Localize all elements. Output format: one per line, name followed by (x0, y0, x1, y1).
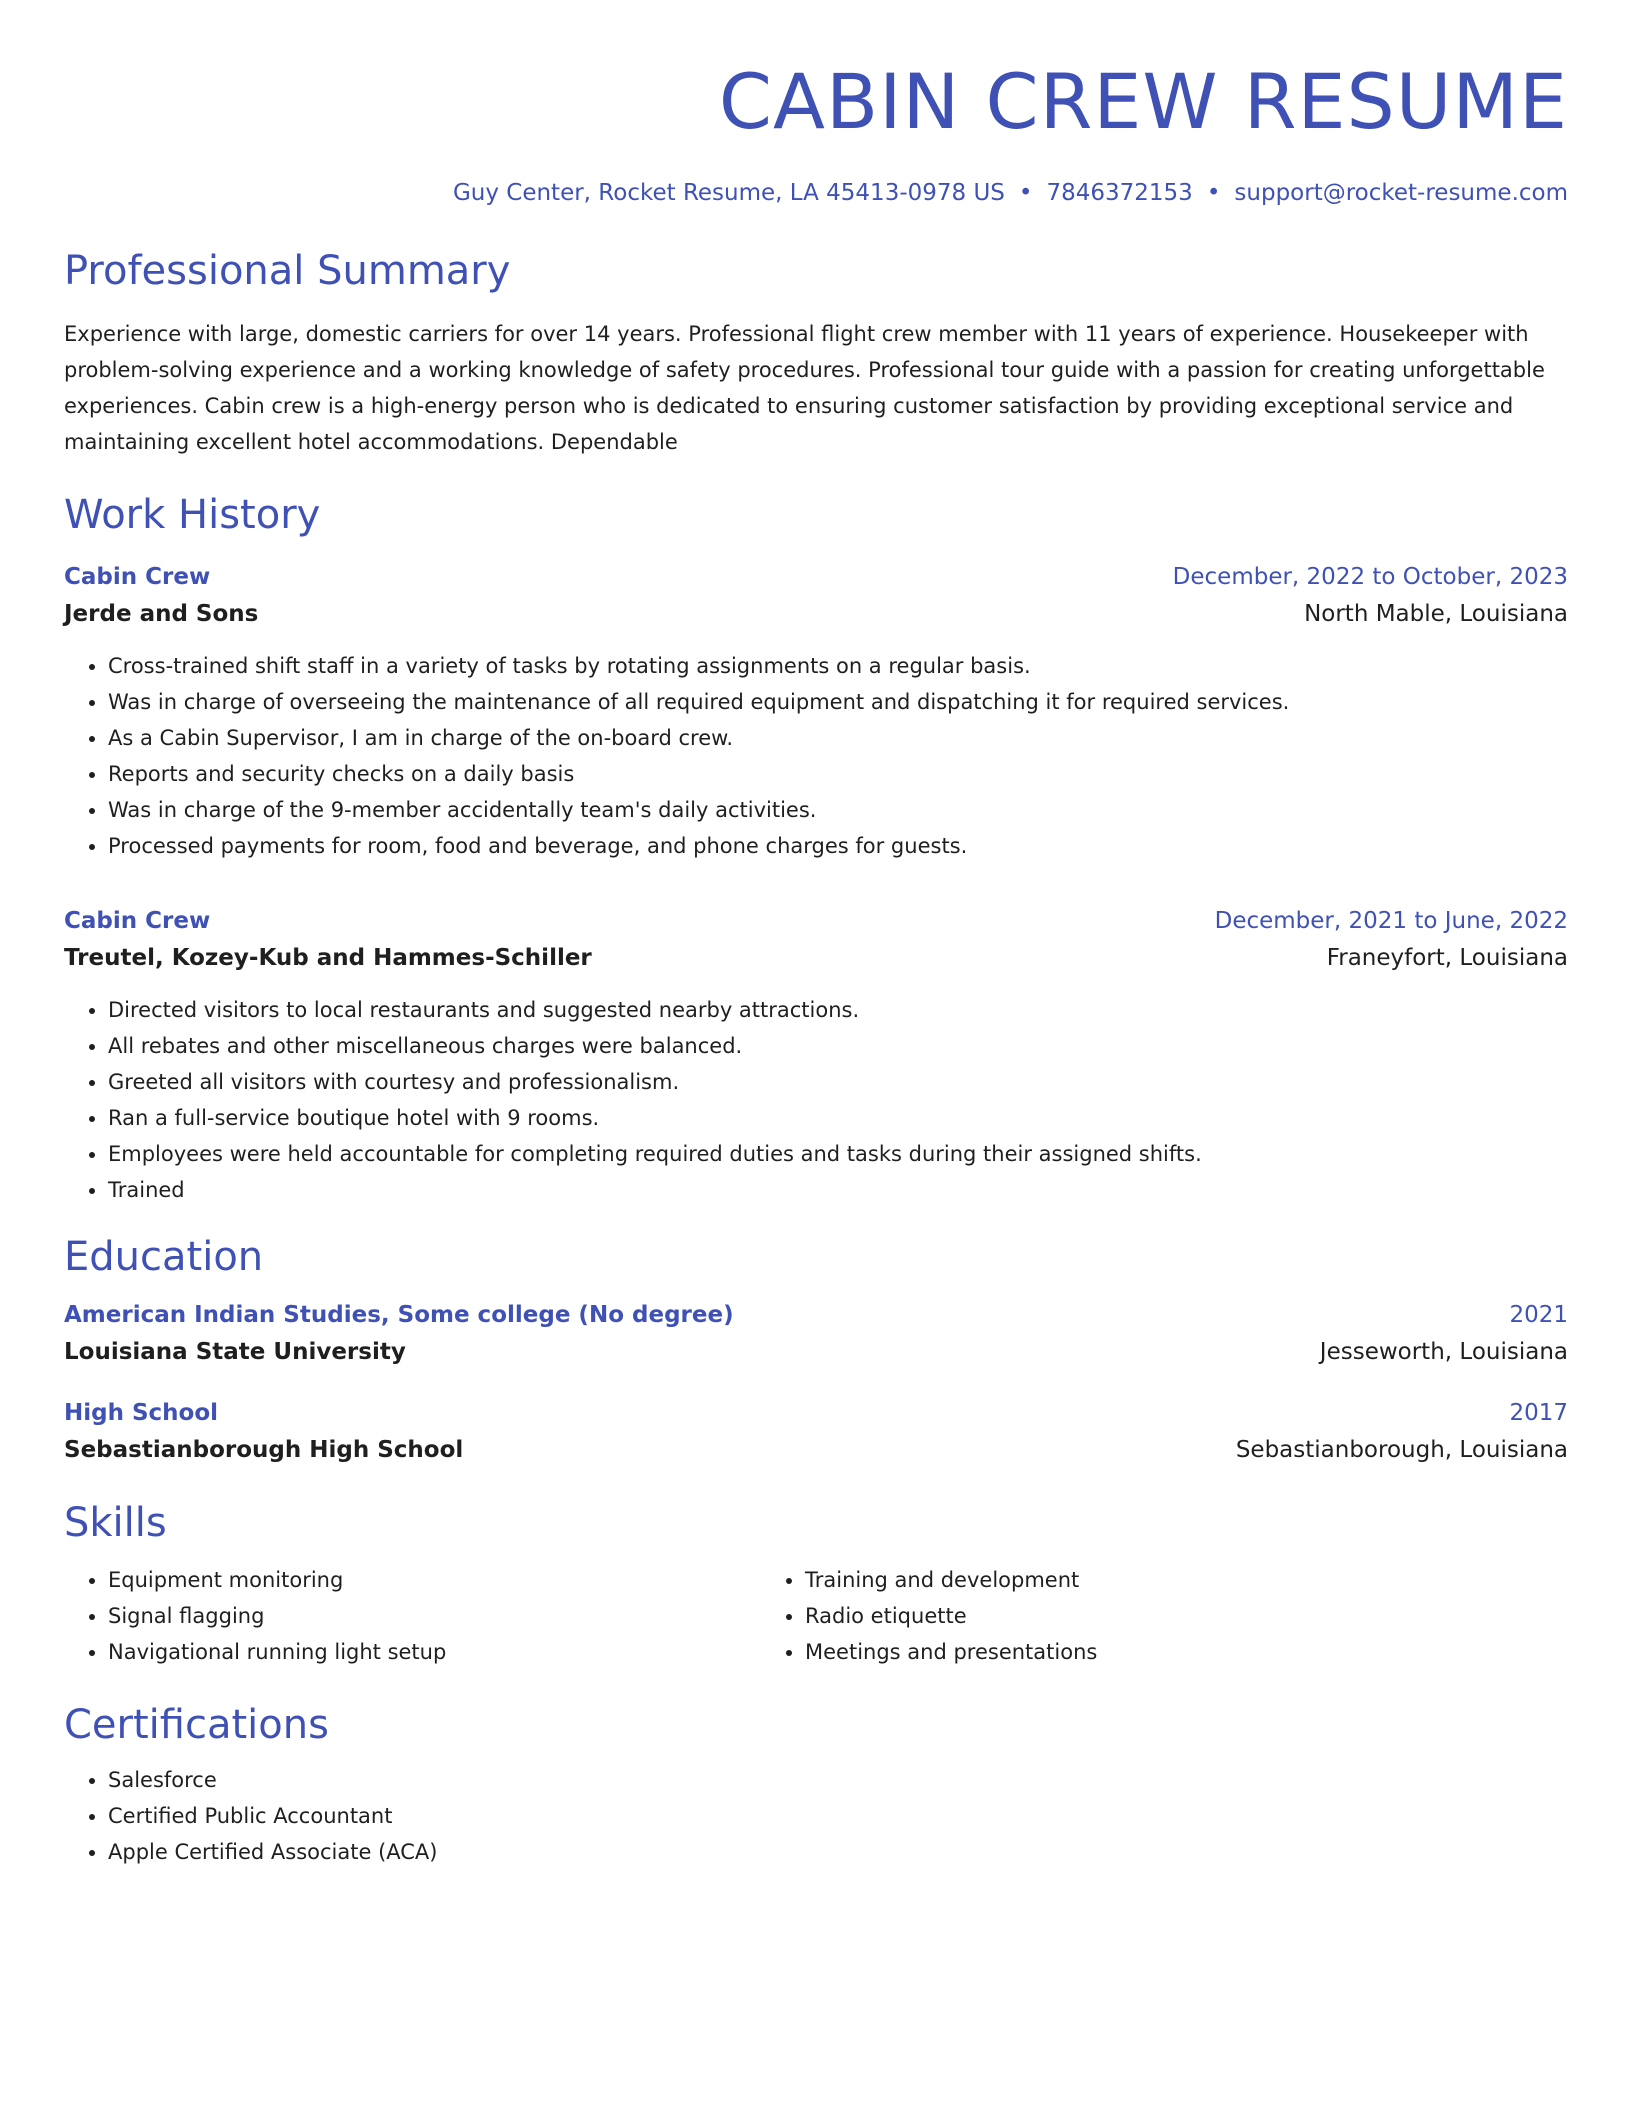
list-item: • Directed visitors to local restaurants and suggested nearby attractions. (108, 992, 1568, 1028)
list-item: • Trained (108, 1172, 1568, 1208)
list-item: • Navigational running light setup (108, 1634, 761, 1670)
work-history-section (64, 490, 1568, 1208)
list-item: • Radio etiquette (805, 1598, 1458, 1634)
list-item: • Training and development (805, 1562, 1458, 1598)
skills-columns (64, 1562, 1568, 1670)
list-item: • Was in charge of overseeing the maintenance of all required equipment and dispatching it for required services. (108, 684, 1568, 720)
job-location: Franeyfort, Louisiana (1326, 945, 1568, 971)
education-location: Jesseworth, Louisiana (1319, 1339, 1568, 1365)
job-dates: December, 2022 to October, 2023 (1172, 564, 1568, 590)
education-degree: American Indian Studies, Some college (No degree) (64, 1302, 734, 1328)
certifications-list (64, 1762, 1568, 1870)
contact-phone: 7846372153 (1046, 180, 1193, 206)
education-year: 2017 (1509, 1400, 1568, 1426)
job-header (64, 560, 1568, 594)
list-item: • Meetings and presentations (805, 1634, 1458, 1670)
list-item: • Certified Public Accountant (108, 1798, 1568, 1834)
job-header (64, 904, 1568, 938)
work-history-heading: Work History (64, 492, 321, 538)
summary-section (64, 246, 1568, 460)
summary-heading: Professional Summary (64, 248, 511, 294)
education-heading: Education (64, 1234, 264, 1280)
job-company: Jerde and Sons (64, 601, 259, 627)
contact-line (64, 178, 1568, 208)
education-school: Sebastianborough High School (64, 1437, 464, 1463)
skills-list-right (761, 1562, 1458, 1670)
job-company: Treutel, Kozey-Kub and Hammes-Schiller (64, 945, 592, 971)
education-school: Louisiana State University (64, 1339, 406, 1365)
list-item: • Ran a full-service boutique hotel with 9 rooms. (108, 1100, 1568, 1136)
contact-email: support@rocket-resume.com (1234, 180, 1568, 206)
education-school-row (64, 1334, 1568, 1370)
job-entry (64, 904, 1568, 1208)
education-section (64, 1232, 1568, 1468)
resume-header (64, 52, 1568, 208)
education-location: Sebastianborough, Louisiana (1235, 1437, 1568, 1463)
job-company-row (64, 596, 1568, 632)
list-item: • Equipment monitoring (108, 1562, 761, 1598)
job-title: Cabin Crew (64, 564, 211, 590)
list-item: • Employees were held accountable for completing required duties and tasks during their assigned shifts. (108, 1136, 1568, 1172)
list-item: • Was in charge of the 9-member accidentally team's daily activities. (108, 792, 1568, 828)
list-item: • Greeted all visitors with courtesy and professionalism. (108, 1064, 1568, 1100)
education-header (64, 1396, 1568, 1430)
job-dates: December, 2021 to June, 2022 (1214, 908, 1568, 934)
education-school-row (64, 1432, 1568, 1468)
list-item: • Salesforce (108, 1762, 1568, 1798)
contact-separator: • (1018, 180, 1033, 206)
job-title: Cabin Crew (64, 908, 211, 934)
certifications-section (64, 1700, 1568, 1870)
contact-separator: • (1206, 180, 1221, 206)
job-duties (64, 648, 1568, 864)
contact-address: Guy Center, Rocket Resume, LA 45413-0978 US (452, 180, 1005, 206)
education-entry (64, 1396, 1568, 1468)
education-header (64, 1298, 1568, 1332)
list-item: • Cross-trained shift staff in a variety of tasks by rotating assignments on a regular basis. (108, 648, 1568, 684)
job-entry (64, 560, 1568, 864)
list-item: • Signal flagging (108, 1598, 761, 1634)
list-item: • All rebates and other miscellaneous charges were balanced. (108, 1028, 1568, 1064)
job-location: North Mable, Louisiana (1304, 601, 1568, 627)
education-entry (64, 1298, 1568, 1370)
certifications-heading: Certifications (64, 1702, 329, 1748)
skills-heading: Skills (64, 1500, 167, 1546)
job-duties (64, 992, 1568, 1208)
job-company-row (64, 940, 1568, 976)
list-item: • Apple Certified Associate (ACA) (108, 1834, 1568, 1870)
summary-text: Experience with large, domestic carriers for over 14 years. Professional flight crew member with 11 years of experience. Housekeeper with problem-solving experience and a working knowledge of safety procedures. Professional tour guide with a passion for creating unforgettable experiences. Cabin crew is a high-energy person who is dedicated to ensuring customer satisfaction by providing exceptional service and maintaining excellent hotel accommodations. Dependable (64, 322, 1545, 454)
list-item: • As a Cabin Supervisor, I am in charge of the on-board crew. (108, 720, 1568, 756)
skills-section (64, 1498, 1568, 1670)
list-item: • Reports and security checks on a daily basis (108, 756, 1568, 792)
list-item: • Processed payments for room, food and beverage, and phone charges for guests. (108, 828, 1568, 864)
skills-list-left (64, 1562, 761, 1670)
education-year: 2021 (1509, 1302, 1568, 1328)
education-degree: High School (64, 1400, 219, 1426)
resume-title: CABIN CREW RESUME (718, 57, 1568, 146)
